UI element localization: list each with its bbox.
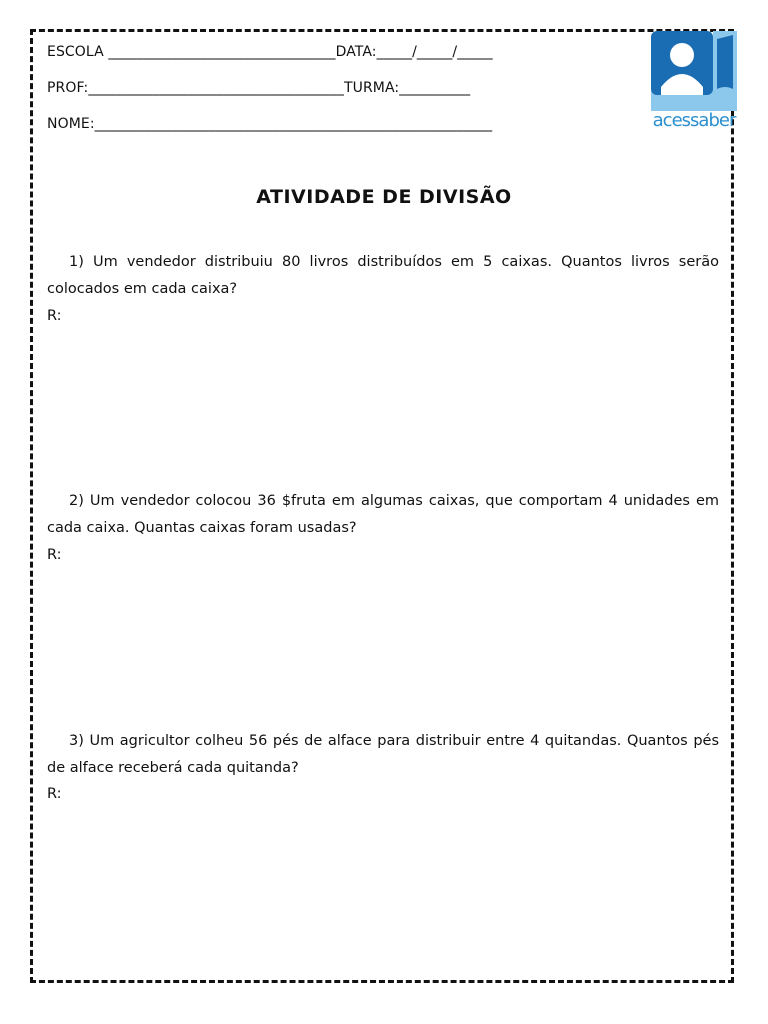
question-1: 1) Um vendedor distribuiu 80 livros distribuídos em 5 caixas. Quantos livros serão colocados em cada caixa?	[47, 254, 719, 297]
teacher-class-field[interactable]: PROF:____________________________________TURMA:__________	[47, 80, 471, 96]
logo-page-curl-shape	[717, 35, 733, 89]
logo-wordmark: acessaber	[652, 110, 736, 131]
question-3: 3) Um agricultor colheu 56 pés de alface para distribuir entre 4 quitandas. Quantos pés de alface receberá cada quitanda?	[47, 733, 719, 776]
answer-label-3: R:	[47, 786, 62, 802]
answer-label-2: R:	[47, 547, 62, 563]
page-title: ATIVIDADE DE DIVISÃO	[256, 186, 512, 208]
school-date-field[interactable]: ESCOLA ________________________________DATA:_____/_____/_____	[47, 44, 493, 60]
logo-head-shape	[670, 43, 694, 67]
answer-label-1: R:	[47, 308, 62, 324]
student-name-field[interactable]: NOME:________________________________________________________	[47, 116, 493, 132]
question-2: 2) Um vendedor colocou 36 $fruta em algumas caixas, que comportam 4 unidades em cada caixa. Quantas caixas foram usadas?	[47, 493, 719, 536]
